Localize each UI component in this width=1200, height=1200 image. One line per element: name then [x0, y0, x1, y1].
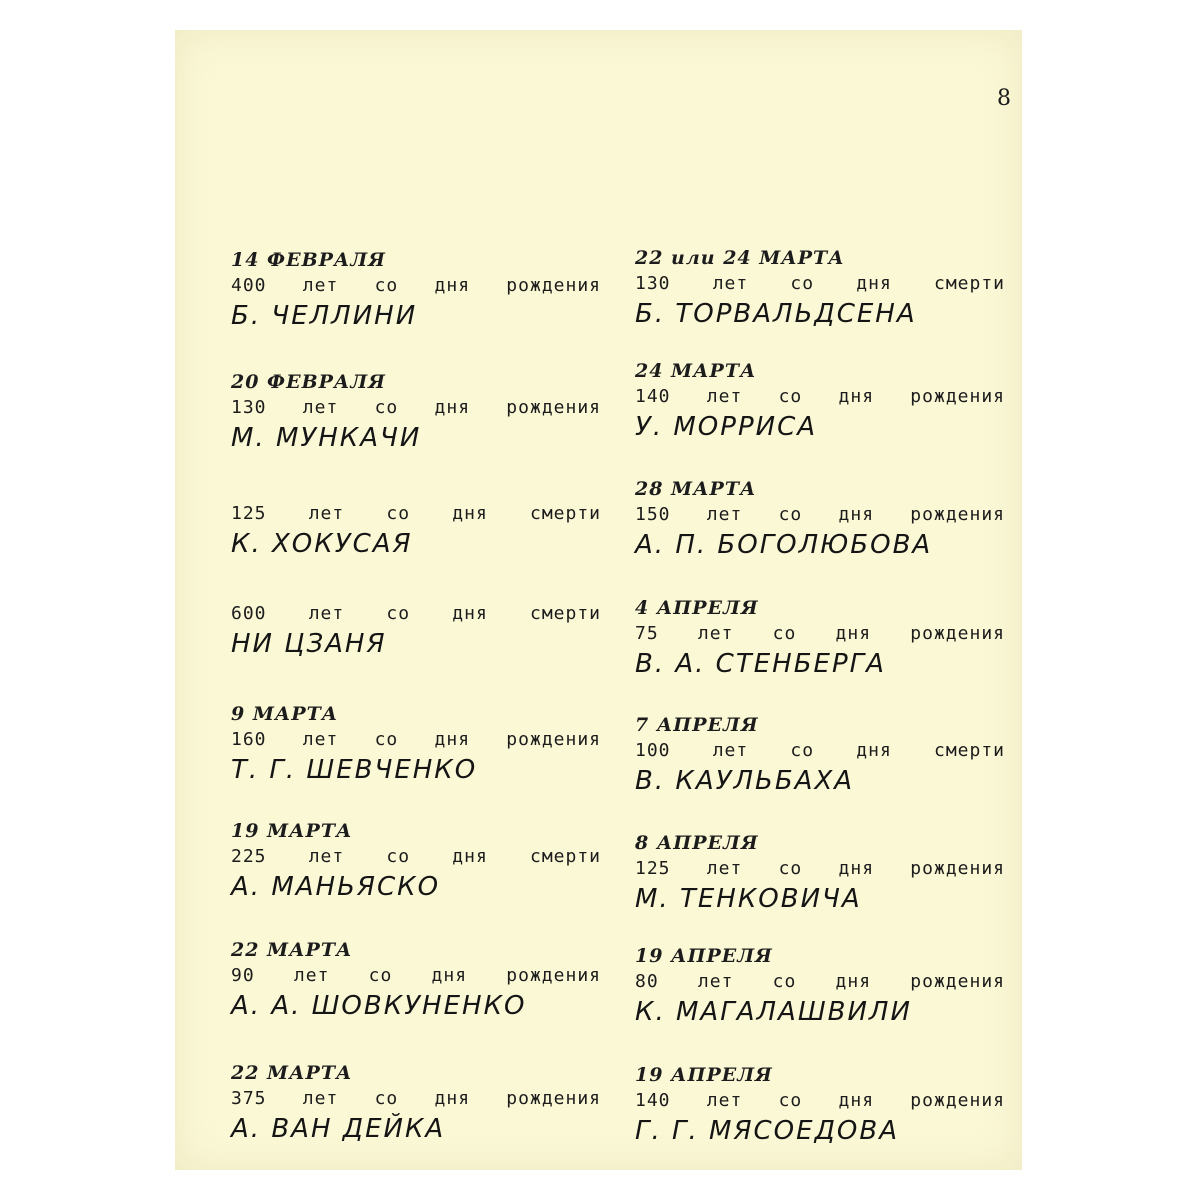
- entry-name: Б. ЧЕЛЛИНИ: [231, 301, 418, 331]
- entry-date: 24 МАРТА: [635, 360, 757, 382]
- entry: [231, 819, 621, 903]
- entry-name: М. ТЕНКОВИЧА: [635, 884, 862, 914]
- entry-date: 4 АПРЕЛЯ: [635, 597, 759, 619]
- entry: [231, 248, 621, 332]
- entry-date: 22 МАРТА: [231, 1062, 353, 1084]
- entry-description: 90 лет со дня рождения: [231, 965, 601, 986]
- entry-date: 14 ФЕВРАЛЯ: [231, 249, 386, 271]
- entry: [231, 702, 621, 786]
- page-number: 8: [997, 86, 1011, 111]
- entry: [635, 713, 1025, 797]
- entry-description: 80 лет со дня рождения: [635, 971, 1005, 992]
- entry-name: В. А. СТЕНБЕРГА: [635, 649, 886, 679]
- entry-name: А. ВАН ДЕЙКА: [231, 1114, 446, 1144]
- entry: [231, 370, 621, 454]
- entry: [635, 944, 1025, 1028]
- entry-description: 75 лет со дня рождения: [635, 623, 1005, 644]
- entry-name: НИ ЦЗАНЯ: [231, 629, 387, 659]
- entry: [635, 359, 1025, 443]
- entry-description: 100 лет со дня смерти: [635, 740, 1005, 761]
- entry-name: Г. Г. МЯСОЕДОВА: [635, 1116, 899, 1146]
- entry-date: 8 АПРЕЛЯ: [635, 832, 759, 854]
- entry-date: 19 АПРЕЛЯ: [635, 1064, 773, 1086]
- entry-date: 19 АПРЕЛЯ: [635, 945, 773, 967]
- entry-name: А. А. ШОВКУНЕНКО: [231, 991, 527, 1021]
- entry-date: 28 МАРТА: [635, 478, 757, 500]
- entry-description: 400 лет со дня рождения: [231, 275, 601, 296]
- entry-name: М. МУНКАЧИ: [231, 423, 422, 453]
- entry: [231, 938, 621, 1022]
- entry-name: В. КАУЛЬБАХА: [635, 766, 855, 796]
- entry-date: 20 ФЕВРАЛЯ: [231, 371, 386, 393]
- entry: [635, 596, 1025, 680]
- entry: [635, 1063, 1025, 1147]
- entry-name: Б. ТОРВАЛЬДСЕНА: [635, 299, 917, 329]
- entry-description: 600 лет со дня смерти: [231, 603, 601, 624]
- entry: [635, 831, 1025, 915]
- entry-name: Т. Г. ШЕВЧЕНКО: [231, 755, 478, 785]
- entry-description: 125 лет со дня смерти: [231, 503, 601, 524]
- entry-description: 150 лет со дня рождения: [635, 504, 1005, 525]
- book-page: [175, 30, 1022, 1170]
- entry-date: 19 МАРТА: [231, 820, 353, 842]
- entry: [635, 246, 1025, 330]
- entry-description: 125 лет со дня рождения: [635, 858, 1005, 879]
- entry-description: 140 лет со дня рождения: [635, 386, 1005, 407]
- entry: [231, 1061, 621, 1145]
- entry-name: К. МАГАЛАШВИЛИ: [635, 997, 912, 1027]
- entry-name: А. П. БОГОЛЮБОВА: [635, 530, 933, 560]
- entry-name: У. МОРРИСА: [635, 412, 818, 442]
- entry: [231, 500, 621, 560]
- entry-name: А. МАНЬЯСКО: [231, 872, 441, 902]
- entry-description: 375 лет со дня рождения: [231, 1088, 601, 1109]
- entry-name: К. ХОКУСАЯ: [231, 529, 413, 559]
- entry: [635, 477, 1025, 561]
- entry-date: 22 или 24 МАРТА: [635, 247, 845, 269]
- entry-description: 225 лет со дня смерти: [231, 846, 601, 867]
- entry-date: 22 МАРТА: [231, 939, 353, 961]
- entry-description: 140 лет со дня рождения: [635, 1090, 1005, 1111]
- entry-description: 130 лет со дня рождения: [231, 397, 601, 418]
- entry-date: 9 МАРТА: [231, 703, 339, 725]
- entry: [231, 600, 621, 660]
- entry-description: 160 лет со дня рождения: [231, 729, 601, 750]
- entry-description: 130 лет со дня смерти: [635, 273, 1005, 294]
- entry-date: 7 АПРЕЛЯ: [635, 714, 759, 736]
